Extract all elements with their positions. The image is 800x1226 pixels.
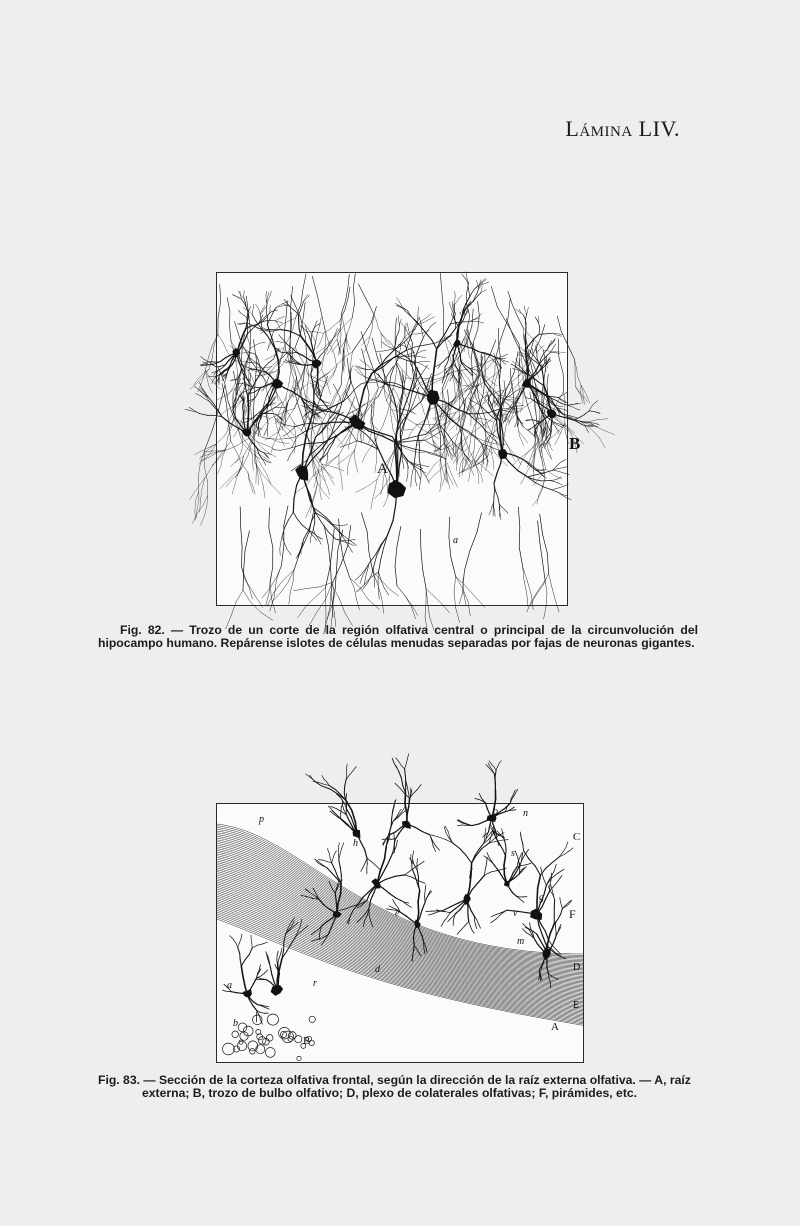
- figure-82-caption: [98, 624, 698, 650]
- label-f-upper: F: [569, 907, 576, 921]
- label-o: o: [493, 806, 498, 817]
- figure-83-caption-line-1: Fig. 83. — Sección de la corteza olfativa frontal, según la dirección de la raíz externa olfativa. — A, raíz: [98, 1073, 691, 1087]
- figure-82-illustration: [216, 272, 581, 606]
- label-b-upper: B: [303, 1035, 311, 1047]
- label-a-upper: A: [377, 461, 388, 477]
- label-s: s: [511, 848, 515, 859]
- label-a-lower: a: [453, 535, 458, 546]
- label-g: g: [539, 892, 544, 903]
- label-e-upper: E: [573, 1000, 580, 1011]
- neuron-drawing-hippocampus: [217, 273, 581, 605]
- figure-83-caption-line-2: externa; B, trozo de bulbo olfativo; D, plexo de colaterales olfativas; F, pirámides, etc.: [142, 1086, 638, 1100]
- figure-83-illustration: [216, 803, 584, 1063]
- label-r: r: [313, 978, 317, 989]
- label-a-lower: a: [227, 980, 232, 991]
- label-v: v: [513, 908, 518, 919]
- label-n: n: [523, 808, 528, 819]
- label-b-lower: b: [233, 1018, 238, 1029]
- label-b: B: [569, 434, 581, 453]
- label-m: m: [517, 936, 525, 947]
- olfactory-cortex-drawing: [217, 804, 583, 1062]
- label-h: h: [353, 838, 358, 849]
- label-p: p: [259, 814, 264, 825]
- label-a-upper: A: [551, 1021, 559, 1033]
- label-e: e: [395, 908, 400, 919]
- figure-83-caption: [98, 1074, 698, 1100]
- label-c-right: C: [573, 831, 581, 843]
- figure-82-number: Fig. 82.: [120, 623, 165, 637]
- label-d-upper: D: [573, 962, 581, 973]
- label-f-lower: f: [469, 868, 472, 879]
- figure-82-caption-text: — Trozo de un corte de la región olfativa central o principal de la circunvolución del hipocampo humano. Repárense islotes de células menudas separadas por fajas de neuronas gigantes.: [98, 623, 698, 650]
- label-d-lower: d: [375, 964, 380, 975]
- page-title: Lámina LIV.: [565, 116, 680, 141]
